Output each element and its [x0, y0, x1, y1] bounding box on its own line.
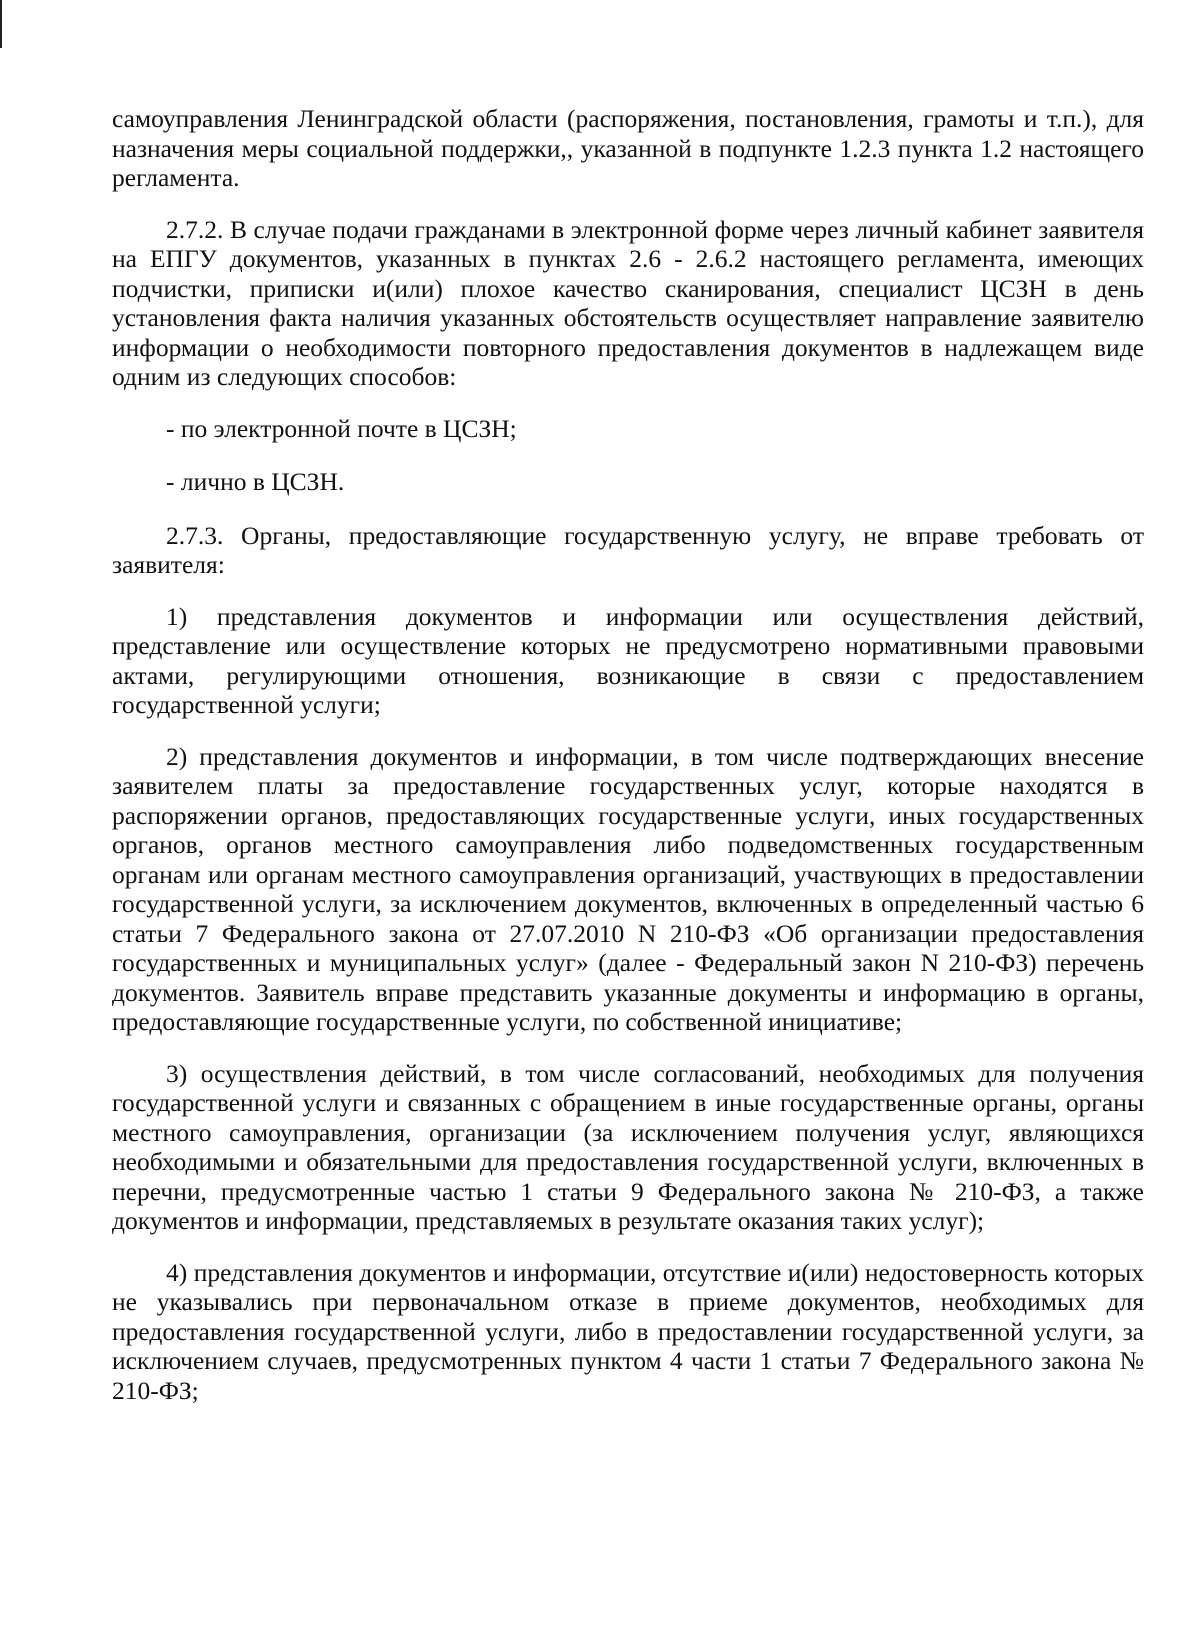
list-item-2: 2) представления документов и информации, в том числе подтверждающих внесение заявителем платы за предоставление государственных услуг, которые находятся в распоряжении органов, предоставляющих государственные услуги, иных государственных органов, органов местного самоуправления либо подведомственных государственным органам или органам местного самоуправления организаций, участвующих в предоставлении государственной услуги, за исключением документов, включенных в определенный частью 6 статьи 7 Федерального закона от 27.07.2010 N 210-ФЗ «Об организации предоставления государственных и муниципальных услуг» (далее - Федеральный закон N 210-ФЗ) перечень документов. Заявитель вправе представить указанные документы и информацию в органы, предоставляющие государственные услуги, по собственной инициативе;	[112, 741, 1144, 1036]
scan-edge-mark	[0, 0, 2, 48]
paragraph-continuation: самоуправления Ленинградской области (распоряжения, постановления, грамоты и т.п.), для назначения меры социальной поддержки,, указанной в подпункте 1.2.3 пункта 1.2 настоящего регламента.	[112, 104, 1144, 192]
list-item-1: 1) представления документов и информации или осуществления действий, представление или осуществление которых не предусмотрено нормативными правовыми актами, регулирующими отношения, возникающие в связи с предоставлением государственной услуги;	[112, 601, 1144, 719]
list-item-4: 4) представления документов и информации, отсутствие и(или) недостоверность которых не указывались при первоначальном отказе в приеме документов, необходимых для предоставления государственной услуги, либо в предоставлении государственной услуги, за исключением случаев, предусмотренных пунктом 4 части 1 статьи 7 Федерального закона № 210-ФЗ;	[112, 1257, 1144, 1405]
list-item-email: - по электронной почте в ЦСЗН;	[166, 413, 517, 443]
paragraph-2-7-2: 2.7.2. В случае подачи гражданами в электронной форме через личный кабинет заявителя на ЕПГУ документов, указанных в пунктах 2.6 - 2.6.2 настоящего регламента, имеющих подчистки, приписки и(или) плохое качество сканирования, специалист ЦСЗН в день установления факта наличия указанных обстоятельств осуществляет направление заявителю информации о необходимости повторного предоставления документов в надлежащем виде одним из следующих способов:	[112, 214, 1144, 391]
document-page	[112, 104, 1144, 1427]
list-item-in-person: - лично в ЦСЗН.	[166, 467, 345, 496]
paragraph-2-7-3: 2.7.3. Органы, предоставляющие государственную услугу, не вправе требовать от заявителя:	[112, 520, 1144, 579]
list-item-3: 3) осуществления действий, в том числе согласований, необходимых для получения государственной услуги и связанных с обращением в иные государственные органы, органы местного самоуправления, организации (за исключением получения услуг, являющихся необходимыми и обязательными для предоставления государственной услуги, включенных в перечни, предусмотренные частью 1 статьи 9 Федерального закона № 210-ФЗ, а также документов и информации, представляемых в результате оказания таких услуг);	[112, 1058, 1144, 1235]
